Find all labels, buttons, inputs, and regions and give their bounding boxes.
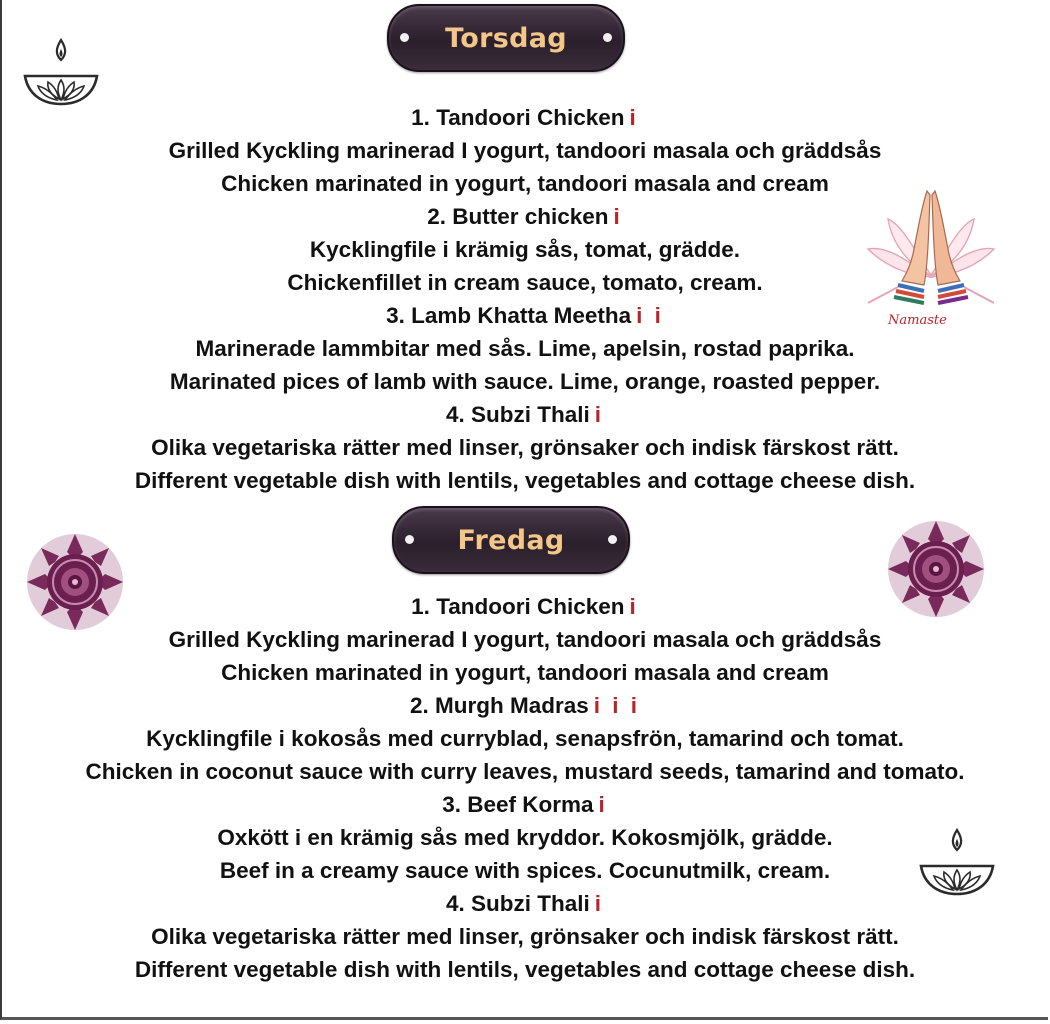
mandala-icon (24, 531, 126, 633)
banner-dot-left (400, 33, 409, 42)
dish-title: 4. Subzi Thali i (445, 891, 605, 916)
diya-lamp-icon (22, 36, 100, 108)
menu-section-fredag (0, 590, 1050, 986)
dish-title: 2. Butter chicken i (427, 204, 623, 229)
dish-desc-en: Chickenfillet in cream sauce, tomato, cream. (287, 270, 763, 295)
day-title: Fredag (457, 524, 565, 556)
dish-desc-en: Marinated pices of lamb with sauce. Lime, orange, roasted pepper. (169, 369, 881, 394)
dish-title: 3. Beef Korma i (442, 792, 608, 817)
chili-icon: i (629, 594, 639, 619)
dish-desc-sv: Kycklingfile i kokosås med curryblad, senapsfrön, tamarind och tomat. (146, 726, 904, 751)
dish-desc-en: Different vegetable dish with lentils, vegetables and cottage cheese dish. (134, 957, 916, 982)
diya-lamp-icon (918, 826, 996, 898)
chili-icon: i (629, 105, 639, 130)
namaste-text: Namaste (888, 313, 947, 328)
banner-dot-right (603, 33, 612, 42)
dish-desc-sv: Olika vegetariska rätter med linser, grönsaker och indisk färskost rätt. (151, 435, 899, 460)
dish-desc-sv: Olika vegetariska rätter med linser, grönsaker och indisk färskost rätt. (151, 924, 899, 949)
dish-title: 4. Subzi Thali i (445, 402, 605, 427)
namaste-illustration (858, 185, 1004, 335)
dish-desc-sv: Grilled Kyckling marinerad I yogurt, tandoori masala och gräddsås (168, 138, 882, 163)
banner-dot-right (608, 535, 617, 544)
dish-title: 2. Murgh Madras i i i (409, 693, 641, 718)
chili-icon: i (594, 402, 605, 427)
banner-dot-left (405, 535, 414, 544)
dish-title: 3. Lamb Khatta Meetha i i (386, 303, 664, 328)
dish-desc-sv: Grilled Kyckling marinerad I yogurt, tandoori masala och gräddsås (168, 627, 882, 652)
chili-icon: i (613, 204, 623, 229)
dish-title: 1. Tandoori Chicken i (411, 594, 639, 619)
dish-title: 1. Tandoori Chicken i (411, 105, 639, 130)
chili-icon: i (594, 891, 605, 916)
dish-desc-en: Beef in a creamy sauce with spices. Cocunutmilk, cream. (219, 858, 831, 883)
day-banner-fredag (392, 506, 630, 574)
day-title: Torsdag (445, 22, 567, 54)
day-banner-torsdag (387, 4, 625, 72)
dish-desc-sv: Kycklingfile i krämig sås, tomat, grädde. (309, 237, 741, 262)
dish-desc-sv: Oxkött i en krämig sås med kryddor. Kokosmjölk, grädde. (217, 825, 833, 850)
dish-desc-en: Chicken in coconut sauce with curry leaves, mustard seeds, tamarind and tomato. (85, 759, 965, 784)
dish-desc-en: Chicken marinated in yogurt, tandoori masala and cream (221, 660, 829, 685)
mandala-icon (885, 518, 987, 620)
dish-desc-en: Different vegetable dish with lentils, vegetables and cottage cheese dish. (134, 468, 916, 493)
namaste-hands-icon (858, 185, 1004, 315)
chili-icon: i i (636, 303, 664, 328)
chili-icon: i (598, 792, 608, 817)
dish-desc-sv: Marinerade lammbitar med sås. Lime, apelsin, rostad paprika. (195, 336, 855, 361)
chili-icon: i i i (593, 693, 641, 718)
dish-desc-en: Chicken marinated in yogurt, tandoori masala and cream (221, 171, 829, 196)
